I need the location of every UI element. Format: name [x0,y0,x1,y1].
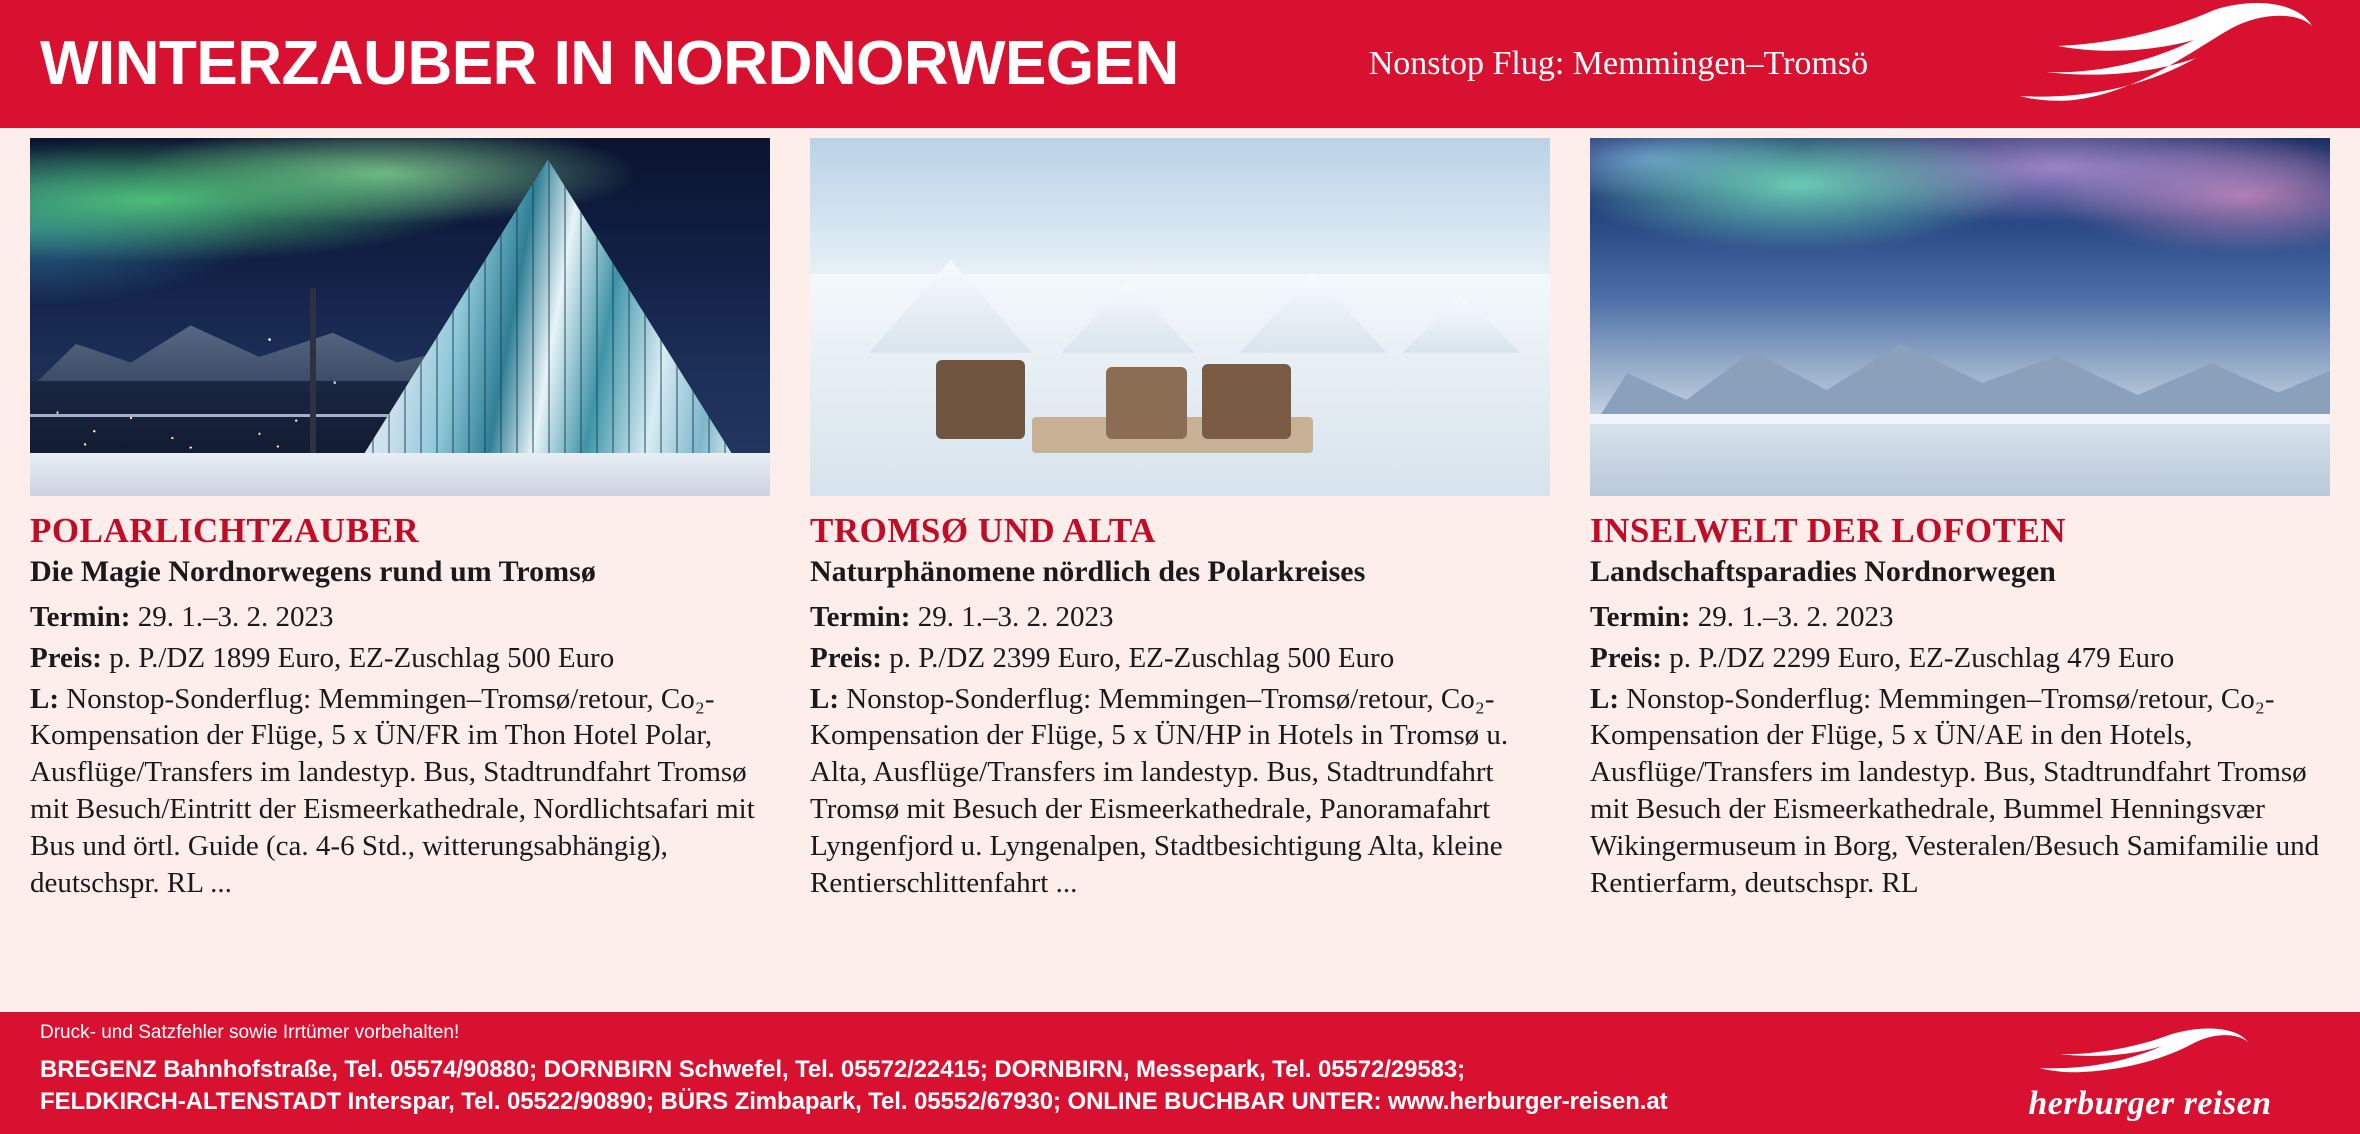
footer-logo[interactable] [1980,1026,2320,1122]
offer-date-row [1590,599,2330,636]
offer-title: POLARLICHTZAUBER [30,511,420,550]
offer-price-label: Preis: [30,641,102,674]
offer-date-value: 29. 1.–3. 2. 2023 [137,601,334,633]
offer-subtitle: Die Magie Nordnorwegens rund um Tromsø [30,554,596,588]
offer-card-polarlichtzauber[interactable] [30,138,770,1012]
offer-services-row [30,681,770,902]
offer-price-value: p. P./DZ 2399 Euro, EZ-Zuschlag 500 Euro [889,641,1395,674]
offer-date-row [810,599,1550,636]
offer-date-row [30,599,770,636]
offer-card-inselwelt-der-lofoten[interactable] [1590,138,2330,1012]
footer-brand-name: herburger reisen [2028,1085,2272,1122]
offer-date-value: 29. 1.–3. 2. 2023 [1697,601,1894,633]
offer-columns [0,128,2360,1012]
offer-image-inselwelt-der-lofoten [1590,138,2330,496]
offer-services-row [1590,681,2330,902]
offer-price-row [1590,640,2330,677]
offer-title: TROMSØ UND ALTA [810,511,1156,550]
offer-price-label: Preis: [1590,641,1662,674]
ad-header [0,0,2360,128]
offer-price-label: Preis: [810,641,882,674]
bird-logo-icon [1980,1026,2320,1078]
footer-address-line-2: FELDKIRCH-ALTENSTADT Interspar, Tel. 05522/90890; BÜRS Zimbapark, Tel. 05552/67930; ONLINE BUCHBAR UNTER: www.herburger-reisen.at [40,1088,1668,1116]
offer-services-row [810,681,1550,902]
footer-disclaimer: Druck- und Satzfehler sowie Irrtümer vorbehalten! [40,1022,460,1043]
offer-price-value: p. P./DZ 2299 Euro, EZ-Zuschlag 479 Euro [1669,641,2175,674]
bird-logo-icon [2000,0,2320,128]
offer-subtitle: Landschaftsparadies Nordnorwegen [1590,554,2056,588]
offer-subtitle: Naturphänomene nördlich des Polarkreises [810,554,1366,588]
offer-date-label: Termin: [1590,601,1691,633]
offer-services-value: Nonstop-Sonderflug: Memmingen–Tromsø/retour, Co₂-Kompensation der Flüge, 5 x ÜN/HP in Hotels in Tromsø u. Alta, Ausflüge/Transfers im landestyp. Bus, Stadtrundfahrt Tromsø mit Besuch der Eismeerkathedrale, Panoramafahrt Lyngenfjord u. Lyngenalpen, Stadtbesichtigung Alta, kleine Rentierschlittenfahrt ... [810,682,1509,899]
offer-date-value: 29. 1.–3. 2. 2023 [917,601,1114,633]
offer-services-label: L: [1590,682,1619,715]
offer-title: INSELWELT DER LOFOTEN [1590,511,2067,550]
page-title: WINTERZAUBER IN NORDNORWEGEN [40,29,1179,98]
footer-address-line-1: BREGENZ Bahnhofstraße, Tel. 05574/90880; DORNBIRN Schwefel, Tel. 05572/22415; DORNBIRN, Messepark, Tel. 05572/29583; [40,1056,1465,1083]
offer-date-label: Termin: [810,601,911,633]
offer-date-label: Termin: [30,601,131,633]
offer-image-tromso-und-alta [810,138,1550,496]
offer-price-row [810,640,1550,677]
offer-card-tromso-und-alta[interactable] [810,138,1550,1012]
offer-services-value: Nonstop-Sonderflug: Memmingen–Tromsø/retour, Co₂-Kompensation der Flüge, 5 x ÜN/FR im Thon Hotel Polar, Ausflüge/Transfers im landestyp. Bus, Stadtrundfahrt Tromsø mit Besuch/Eintritt der Eismeerkathedrale, Nordlichtsafari mit Bus und örtl. Guide (ca. 4-6 Std., witterungsabhängig), deutschspr. RL ... [30,682,755,899]
offer-image-polarlichtzauber [30,138,770,496]
ad-footer [0,1012,2360,1134]
header-flight-note: Nonstop Flug: Memmingen–Tromsö [1368,45,1869,82]
offer-services-label: L: [30,682,59,715]
offer-price-value: p. P./DZ 1899 Euro, EZ-Zuschlag 500 Euro [109,641,615,674]
offer-services-label: L: [810,682,839,715]
offer-services-value: Nonstop-Sonderflug: Memmingen–Tromsø/retour, Co₂-Kompensation der Flüge, 5 x ÜN/AE in den Hotels, Ausflüge/Transfers im landestyp. Bus, Stadtrundfahrt Tromsø mit Besuch der Eismeerkathedrale, Bummel Henningsvær Wikingermuseum in Borg, Vesteralen/Besuch Samifamilie und Rentierfarm, deutschspr. RL [1590,682,2320,899]
offer-price-row [30,640,770,677]
